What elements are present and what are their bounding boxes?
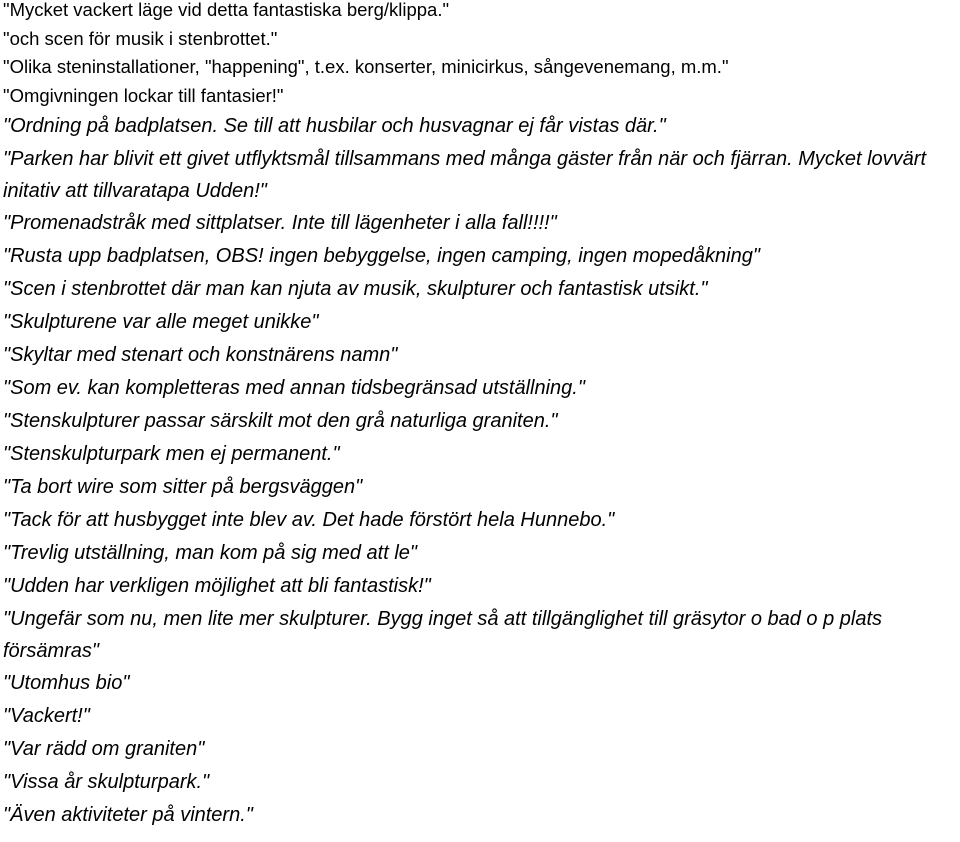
comment-list (3, 0, 960, 832)
comment-line: "Ordning på badplatsen. Se till att husbilar och husvagnar ej får vistas där." (3, 115, 666, 137)
comment-line: "Udden har verkligen möjlighet att bli fantastisk!" (3, 575, 431, 597)
comment-line: "Omgivningen lockar till fantasier!" (3, 84, 284, 106)
comment-line: "Rusta upp badplatsen, OBS! ingen bebyggelse, ingen camping, ingen mopedåkning" (3, 245, 760, 267)
comment-line: "Även aktiviteter på vintern." (3, 804, 253, 826)
comment-line: "Som ev. kan kompletteras med annan tidsbegränsad utställning." (3, 377, 585, 399)
comment-line: "och scen för musik i stenbrottet." (3, 27, 278, 49)
comment-line: "Stenskulpturpark men ej permanent." (3, 443, 340, 465)
comment-line: "Trevlig utställning, man kom på sig med att le" (3, 542, 418, 564)
comment-line: "Ungefär som nu, men lite mer skulpturer. Bygg inget så att tillgänglighet till gräsytor o bad o p plats försämras" (3, 608, 883, 662)
comment-line: "Skulpturene var alle meget unikke" (3, 311, 319, 333)
comment-line: "Stenskulpturer passar särskilt mot den grå naturliga graniten." (3, 410, 558, 432)
comment-line: "Mycket vackert läge vid detta fantastiska berg/klippa." (3, 0, 450, 20)
comment-line: "Ta bort wire som sitter på bergsväggen" (3, 476, 363, 498)
comment-line: "Parken har blivit ett givet utflyktsmål tillsammans med många gäster från när och fjärran. Mycket lovvärt initativ att tillvaratapa Udden!" (3, 148, 927, 202)
comment-line: "Vissa år skulpturpark." (3, 771, 210, 793)
comment-line: "Tack för att husbygget inte blev av. Det hade förstört hela Hunnebo." (3, 509, 615, 531)
comment-line: "Promenadstråk med sittplatser. Inte till lägenheter i alla fall!!!!" (3, 212, 557, 234)
comment-line: "Scen i stenbrottet där man kan njuta av musik, skulpturer och fantastisk utsikt." (3, 278, 708, 300)
comment-line: "Utomhus bio" (3, 672, 130, 694)
comment-line: "Vackert!" (3, 705, 90, 727)
comment-line: "Skyltar med stenart och konstnärens namn" (3, 344, 398, 366)
comment-line: "Olika steninstallationer, "happening", t.ex. konserter, minicirkus, sångevenemang, m.m." (3, 56, 729, 77)
comment-line: "Var rädd om graniten" (3, 738, 205, 760)
